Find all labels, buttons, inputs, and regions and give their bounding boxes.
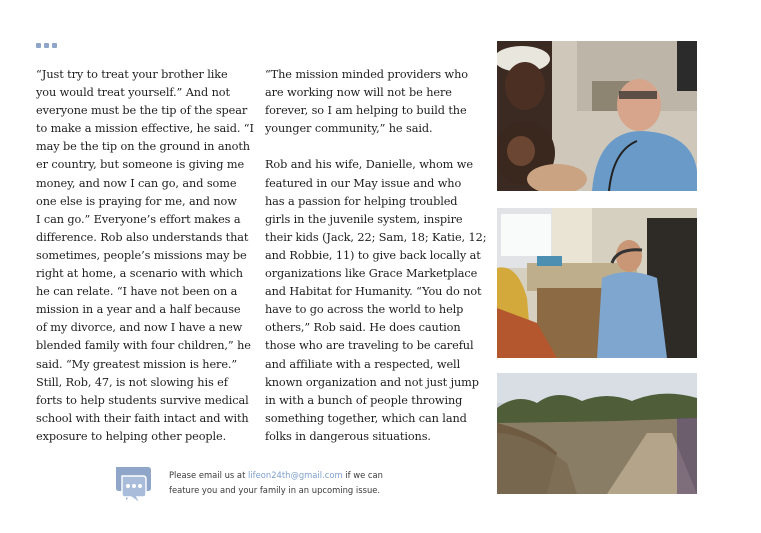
chat-bubble-icon: [113, 464, 155, 506]
photo-dirt-road-landscape: [497, 373, 697, 494]
footer-contact: [113, 464, 383, 506]
footer-text: [169, 468, 383, 497]
photo-doctor-examining-patient: [497, 208, 697, 358]
decorative-dots: [36, 43, 57, 48]
article-column-1: “Just try to treat your brother like you would treat yourself.” And not everyone must be the tip of the spear to make a mission effective, he said. “I may be the tip on the ground in anoth er country, but someone is giving me money, and now I can go, and some one else is praying for me, and now I can go.” Everyone’s effort makes a difference. Rob also understands that sometimes, people’s missions may be right at home, a scenario with which he can relate. “I have not been on a mission in a year and a half because of my divorce, and now I have a new blended family with four children,” he said. “My greatest mission is here.” Still, Rob, 47, is not slowing his ef forts to help students survive medical school with their faith intact and with exposure to helping other people.: [36, 68, 254, 443]
dot: [52, 43, 57, 48]
footer-suffix: if we can: [342, 470, 383, 480]
dot: [44, 43, 49, 48]
article-column-2: “The mission minded providers who are working now will not be here forever, so I am helping to build the younger community,” he said. Rob and his wife, Danielle, whom we featured in our May issue and who has a passion for helping troubled girls in the juvenile system, inspire their kids (Jack, 22; Sam, 18; Katie, 12; and Robbie, 11) to give back locally at organizations like Grace Marketplace and Habitat for Humanity. “You do not have to go across the world to help others,” Rob said. He does caution those who are traveling to be careful and affiliate with a respected, well known organization and not just jump in with a bunch of people throwing something together, which can land folks in dangerous situations.: [265, 68, 487, 443]
footer-line-2: feature you and your family in an upcoming issue.: [169, 484, 381, 495]
email-link[interactable]: lifeon24th@gmail.com: [248, 470, 343, 480]
dot: [36, 43, 41, 48]
footer-prefix: Please email us at: [169, 470, 249, 480]
photo-doctor-with-child: [497, 41, 697, 191]
footer-line-1: [169, 468, 383, 483]
